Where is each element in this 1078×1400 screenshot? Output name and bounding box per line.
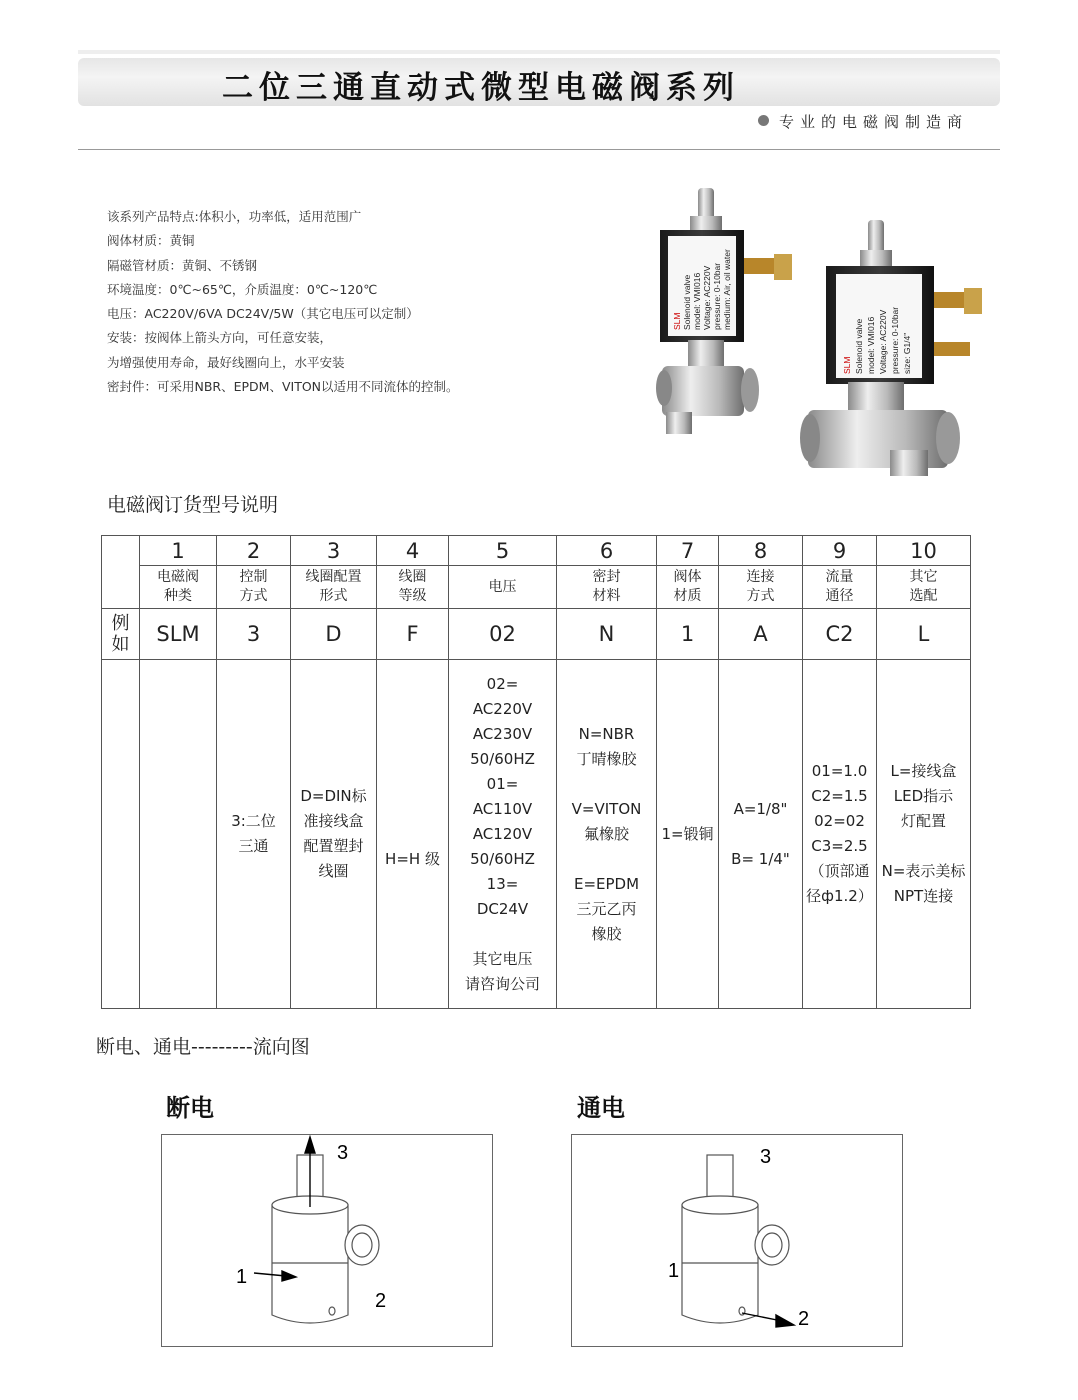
label-line: pressure: 0-10bar [712,262,722,330]
table-row-numbers [102,536,971,566]
detail-line: 1=锻铜 [661,824,714,843]
detail-line: AC220V [472,699,533,718]
detail-line [877,834,970,859]
detail-line: DC24V [476,899,529,918]
feature-line: 隔磁管材质：黄铜、不锈钢 [107,257,258,273]
order-code-table [101,535,971,1009]
details-cell [377,660,449,1009]
example-value: 02 [449,609,557,660]
col-number: 6 [557,536,657,566]
table-row-details [102,660,971,1009]
example-value: 1 [657,609,719,660]
detail-line: 准接线盒 [303,812,364,830]
example-value: L [877,609,971,660]
feature-line: 该系列产品特点:体积小，功率低，适用范围广 [107,209,362,224]
details-cell [719,660,803,1009]
detail-line: 01=1.0 [811,762,868,780]
col-label: 其它 选配 [877,566,971,609]
example-value: F [377,609,449,660]
detail-line: E=EPDM [573,874,640,893]
port-1-label: 1 [668,1260,680,1282]
header-divider [78,149,1000,150]
label-line: size: G1/4" [902,332,912,374]
detail-line: B= 1/4" [731,849,790,868]
port-2-label: 2 [798,1308,810,1330]
detail-line: NPT连接 [893,887,954,905]
detail-line: 50/60HZ [470,749,535,768]
col-label: 阀体 材质 [657,566,719,609]
detail-line: AC120V [472,824,533,843]
bullet-dot-icon [758,115,769,126]
detail-line: 氟橡胶 [583,824,629,843]
details-cell [877,660,971,1009]
detail-line: 01= [486,774,519,793]
detail-line: V=VITON [571,799,642,818]
col-number: 3 [291,536,377,566]
col-label: 密封 材料 [557,566,657,609]
detail-line: AC230V [472,724,533,743]
detail-line: 13= [486,874,519,893]
col-label: 流量 通径 [803,566,877,609]
feature-line: 电压：AC220V/6VA DC24V/5W（其它电压可以定制） [107,306,419,322]
example-label: 例如 [111,613,130,655]
col-label: 电压 [449,566,557,609]
col-number: 9 [803,536,877,566]
detail-line: 请咨询公司 [464,974,540,993]
detail-line: 3:二位 [231,812,276,830]
detail-line: 灯配置 [900,812,946,830]
details-cell [217,660,291,1009]
col-number: 5 [449,536,557,566]
details-corner-cell [102,660,140,1009]
detail-line [557,772,656,797]
col-number: 8 [719,536,803,566]
detail-line: LED指示 [893,787,954,805]
port-2-label: 2 [375,1290,387,1312]
details-cell [803,660,877,1009]
feature-line: 阀体材质：黄铜 [107,233,195,249]
detail-line: 线圈 [318,862,349,880]
detail-line: 02=02 [814,812,865,830]
label-line: pressure: 0-10bar [890,306,900,374]
col-label: 线圈配置 形式 [291,566,377,609]
col-number: 7 [657,536,719,566]
col-label: 控制 方式 [217,566,291,609]
detail-line: 三元乙丙 [576,899,637,918]
col-number: 4 [377,536,449,566]
col-label: 连接 方式 [719,566,803,609]
order-section-title: 电磁阀订货型号说明 [107,494,279,516]
detail-line: C3=2.5 [811,837,868,855]
page-subtitle [758,111,968,132]
details-cell [557,660,657,1009]
detail-line: A=1/8" [733,799,788,818]
label-brand: SLM [842,356,852,374]
detail-line: 配置塑封 [303,837,364,855]
detail-line: C2=1.5 [811,787,868,805]
feature-line: 为增强使用寿命，最好线圈向上，水平安装 [107,354,345,370]
label-line: Solenoid valve [682,274,692,330]
col-number: 2 [217,536,291,566]
detail-line: 橡胶 [591,924,622,943]
detail-line: 50/60HZ [470,849,535,868]
detail-line: 丁晴橡胶 [576,749,637,768]
detail-line: 02= [486,674,519,693]
flow-diagram-power-on [571,1134,903,1347]
port-1-label: 1 [236,1266,248,1288]
title-bar-top-line [78,50,1000,54]
example-value: A [719,609,803,660]
page-title: 二位三通直动式微型电磁阀系列 [222,70,740,106]
port-3-label: 3 [760,1146,772,1168]
example-value: C2 [803,609,877,660]
table-corner-cell [102,536,140,609]
feature-line: 密封件：可采用NBR、EPDM、VITON以适用不同流体的控制。 [107,379,459,395]
col-number: 1 [140,536,217,566]
detail-line: D=DIN标 [300,787,367,805]
col-label: 线圈 等级 [377,566,449,609]
detail-line: N=表示美标 [881,862,966,880]
feature-line: 环境温度：0℃~65℃，介质温度：0℃~120℃ [107,281,378,297]
detail-line: AC110V [472,799,533,818]
detail-line: H=H 级 [385,849,440,868]
label-line: Voltage: AC220V [878,309,888,374]
label-line: Voltage: AC220V [702,265,712,330]
feature-line: 安装：按阀体上箭头方向，可任意安装， [107,330,333,346]
example-header-cell [102,609,140,660]
details-cell [657,660,719,1009]
detail-line: 其它电压 [472,949,533,968]
product-photo [650,180,990,480]
example-value: D [291,609,377,660]
power-off-label: 断电 [166,1094,214,1122]
power-on-label: 通电 [577,1094,625,1122]
flow-section-title: 断电、通电---------流向图 [96,1036,310,1058]
detail-line [449,922,556,947]
detail-line: 三通 [238,837,269,855]
detail-line [719,822,802,847]
table-row-labels [102,566,971,609]
flow-diagram-power-off [161,1134,493,1347]
col-label: 电磁阀 种类 [140,566,217,609]
detail-line [557,847,656,872]
example-value: N [557,609,657,660]
label-line: model: VMI016 [866,316,876,374]
detail-line: （顶部通 [809,862,870,880]
label-brand: SLM [672,312,682,330]
detail-line [377,822,448,847]
port-3-label: 3 [337,1142,349,1164]
detail-line: N=NBR [578,724,635,743]
feature-list [107,205,459,399]
details-cell [140,660,217,1009]
example-value: SLM [140,609,217,660]
detail-line: 径ф1.2） [806,887,873,905]
example-value: 3 [217,609,291,660]
label-line: Solenoid valve [854,318,864,374]
details-cell [449,660,557,1009]
subtitle-text: 专业的电磁阀制造商 [778,113,968,131]
detail-line [377,797,448,822]
label-line: model: VMI016 [692,272,702,330]
col-number: 10 [877,536,971,566]
details-cell [291,660,377,1009]
label-line: medium: Air, oil water [722,249,732,330]
table-row-example [102,609,971,660]
detail-line: L=接线盒 [890,762,957,780]
